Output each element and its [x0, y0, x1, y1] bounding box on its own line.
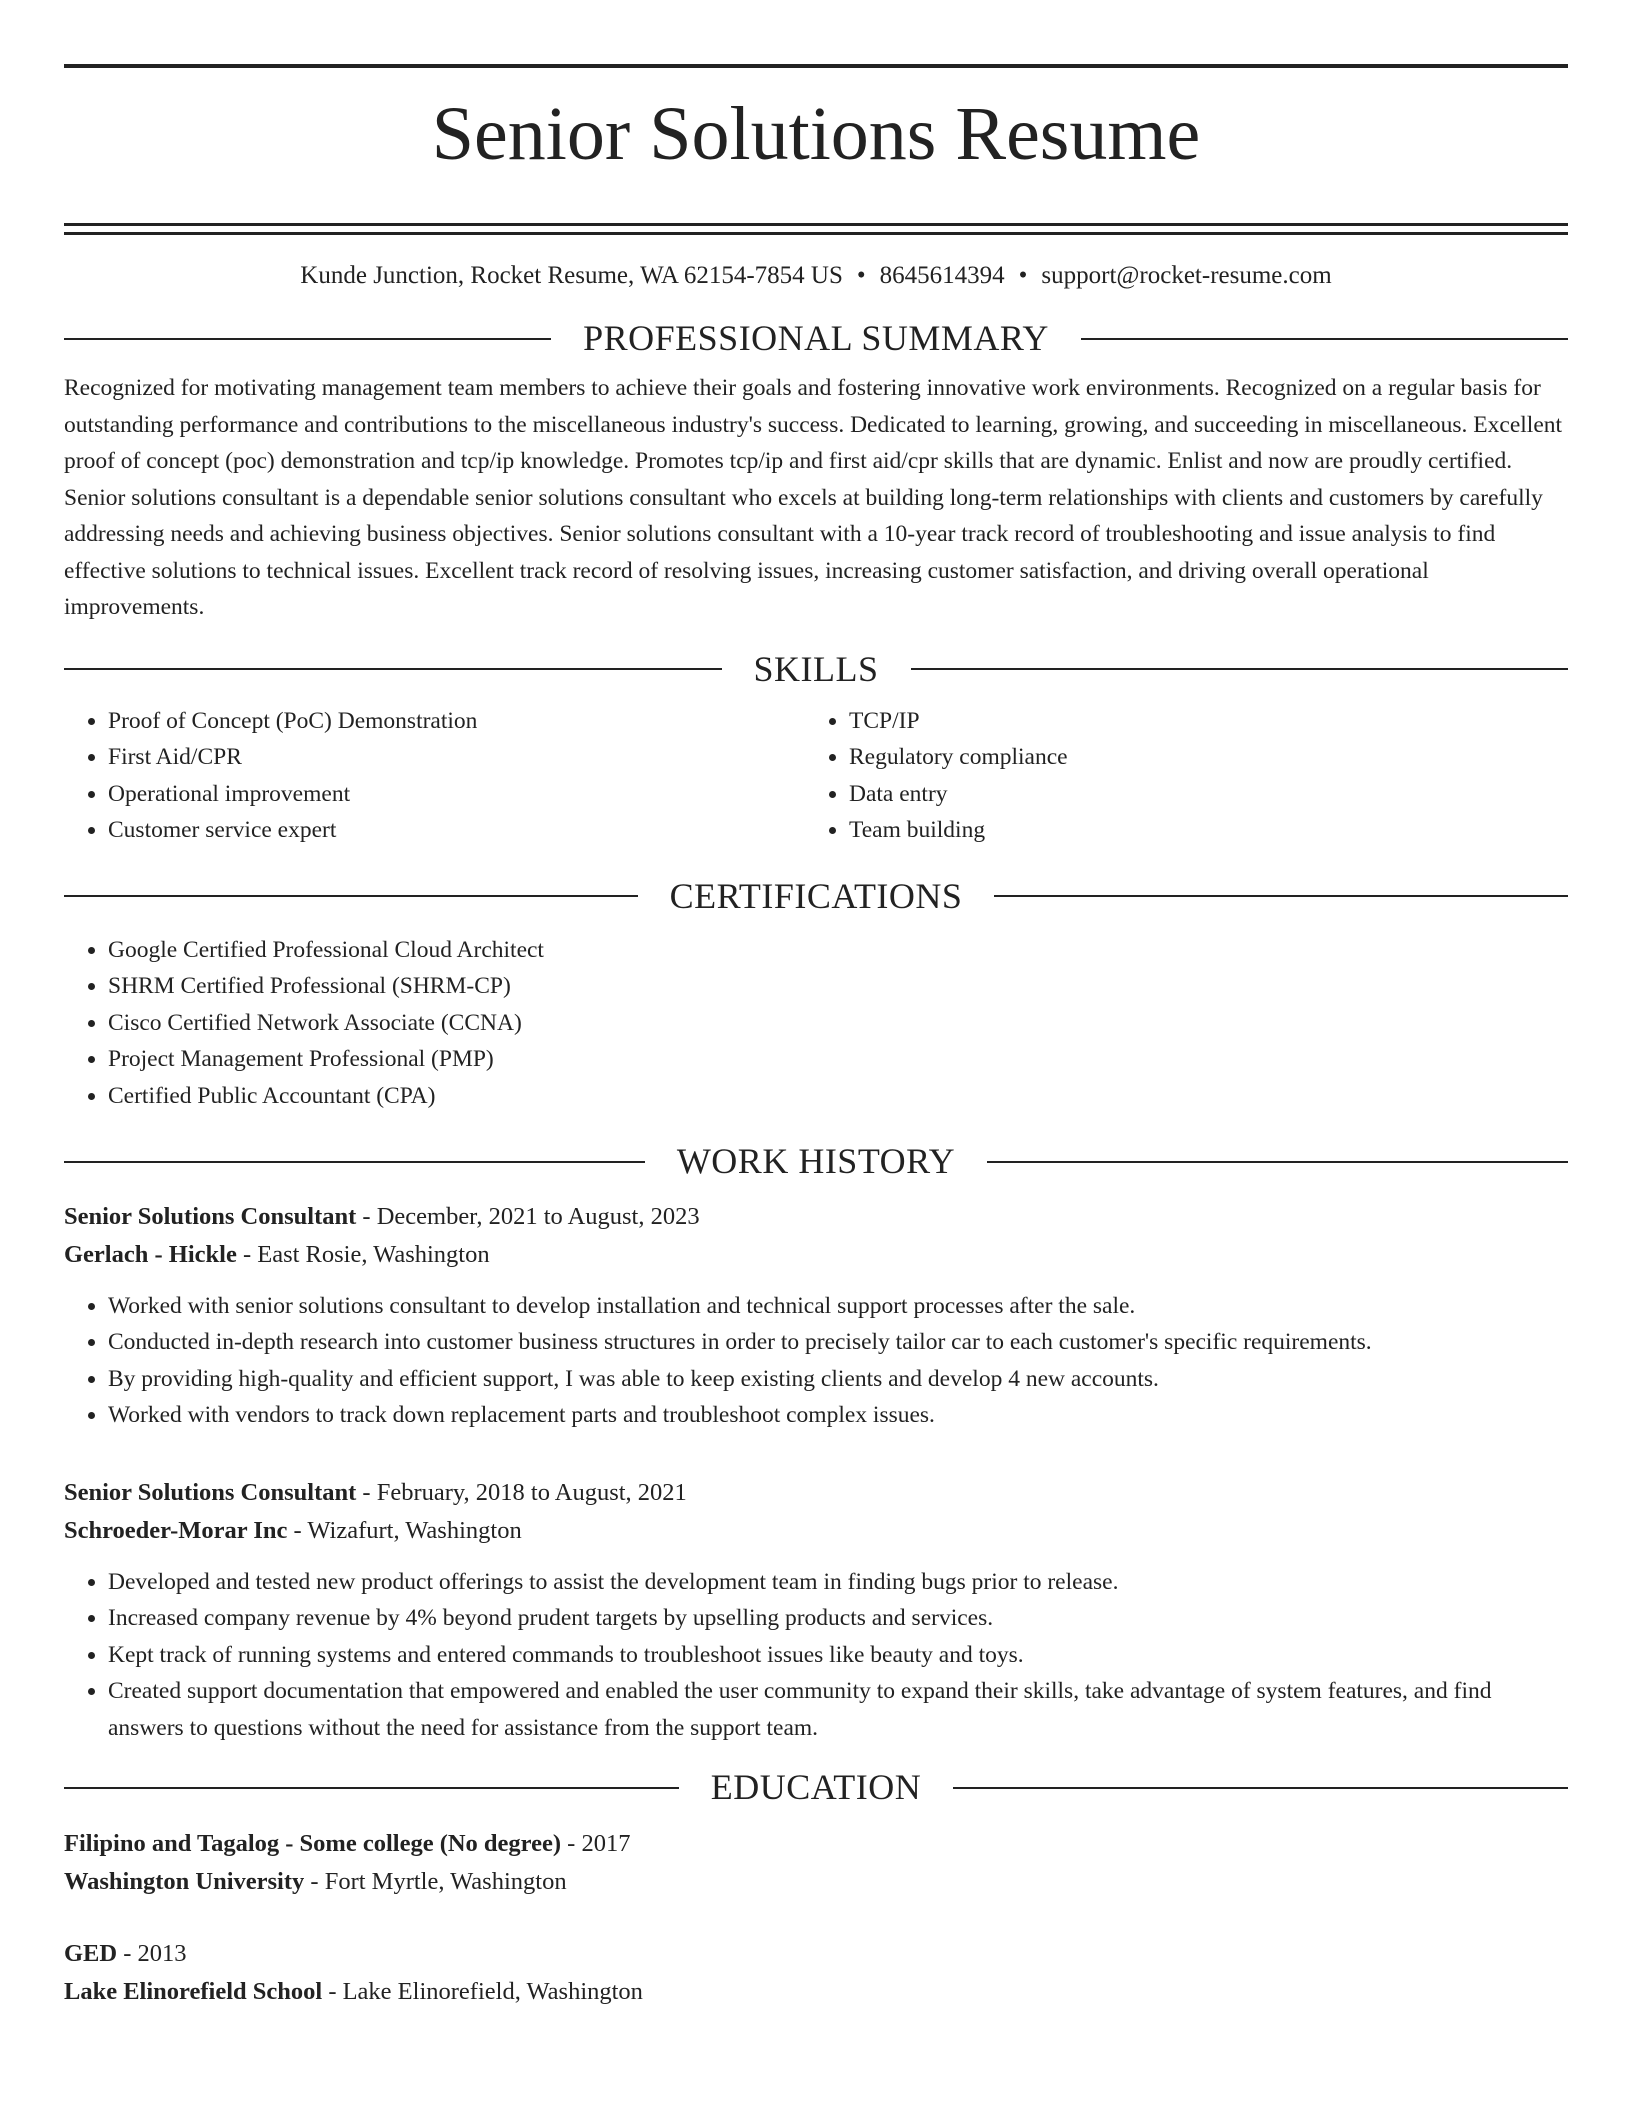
- heading-rule: [1081, 338, 1568, 340]
- job-dates: - February, 2018 to August, 2021: [356, 1478, 687, 1506]
- job-location: - East Rosie, Washington: [236, 1240, 490, 1268]
- skills-column-left: [64, 703, 805, 849]
- header-double-rule-2: [64, 232, 1568, 235]
- resume-page: [64, 64, 1568, 2011]
- heading-rule: [64, 668, 722, 670]
- certification-item: • Certified Public Accountant (CPA): [108, 1078, 1568, 1115]
- education-school: Lake Elinorefield School: [64, 1978, 323, 2006]
- heading-rule: [64, 895, 638, 897]
- skill-item: • Customer service expert: [108, 812, 805, 849]
- skill-item: • Team building: [849, 812, 1568, 849]
- heading-rule: [994, 895, 1568, 897]
- certifications-list: [64, 932, 1568, 1115]
- education-location: - Lake Elinorefield, Washington: [322, 1978, 643, 2006]
- skill-item: • Proof of Concept (PoC) Demonstration: [108, 703, 805, 740]
- heading-rule: [911, 668, 1569, 670]
- job-bullets: [64, 1288, 1568, 1434]
- section-title: EDUCATION: [710, 1767, 922, 1808]
- heading-rule: [953, 1787, 1568, 1789]
- certification-item: • Project Management Professional (PMP): [108, 1041, 1568, 1078]
- header-top-rule: [64, 64, 1568, 68]
- education-degree: GED: [64, 1940, 118, 1968]
- job-bullet: • Increased company revenue by 4% beyond prudent targets by upselling products and services.: [108, 1600, 1568, 1637]
- section-title: PROFESSIONAL SUMMARY: [583, 317, 1049, 358]
- certification-item: • SHRM Certified Professional (SHRM-CP): [108, 968, 1568, 1005]
- section-title: CERTIFICATIONS: [669, 875, 963, 916]
- education-location: - Fort Myrtle, Washington: [304, 1868, 567, 1896]
- education-school: Washington University: [64, 1868, 305, 1896]
- education-year: - 2013: [117, 1940, 187, 1968]
- job-company: Gerlach - Hickle: [64, 1240, 237, 1268]
- section-title: WORK HISTORY: [676, 1141, 956, 1182]
- work-entry: [64, 1198, 1568, 1434]
- summary-text: Recognized for motivating management team members to achieve their goals and fostering innovative work environments. Recognized on a regular basis for outstanding performance and contributions to the miscellaneous industry's success. Dedicated to learning, growing, and succeeding in miscellaneous. Excellent proof of concept (poc) demonstration and tcp/ip knowledge. Promotes tcp/ip and first aid/cpr skills that are dynamic. Enlist and now are proudly certified. Senior solutions consultant is a dependable senior solutions consultant who excels at building long-term relationships with clients and customers by carefully addressing needs and achieving business objectives. Senior solutions consultant with a 10-year track record of troubleshooting and issue analysis to find effective solutions to technical issues. Excellent track record of resolving issues, increasing customer satisfaction, and driving overall operational improvements.: [64, 375, 1563, 621]
- section-heading-work-history: [64, 1140, 1568, 1183]
- job-bullet: • Conducted in-depth research into customer business structures in order to precisely tailor car to each customer's specific requirements.: [108, 1324, 1568, 1361]
- job-title: Senior Solutions Consultant: [64, 1202, 357, 1230]
- education-year: - 2017: [561, 1830, 631, 1858]
- job-title-line: [64, 1474, 1568, 1512]
- section-title: SKILLS: [753, 648, 879, 689]
- education-degree: Filipino and Tagalog - Some college (No degree): [64, 1830, 562, 1858]
- header-double-rule-1: [64, 223, 1568, 226]
- skills-column-right: [805, 703, 1568, 849]
- job-dates: - December, 2021 to August, 2023: [356, 1202, 700, 1230]
- education-school-line: [64, 1973, 1568, 2011]
- job-company-line: [64, 1512, 1568, 1550]
- job-bullet: • Developed and tested new product offerings to assist the development team in finding bugs prior to release.: [108, 1564, 1568, 1601]
- skill-item: • First Aid/CPR: [108, 739, 805, 776]
- job-company: Schroeder-Morar Inc: [64, 1516, 288, 1544]
- education-entry: [64, 1825, 1568, 1901]
- job-bullet: • By providing high-quality and efficient support, I was able to keep existing clients and develop 4 new accounts.: [108, 1361, 1568, 1398]
- education-school-line: [64, 1863, 1568, 1901]
- job-bullet: • Created support documentation that empowered and enabled the user community to expand their skills, take advantage of system features, and find answers to questions without the need for assistance from the support team.: [108, 1673, 1568, 1746]
- contact-email: support@rocket-resume.com: [1041, 261, 1332, 289]
- contact-separator: •: [1018, 261, 1028, 289]
- contact-address: Kunde Junction, Rocket Resume, WA 62154-7854 US: [300, 261, 843, 289]
- skill-item: • Data entry: [849, 776, 1568, 813]
- job-bullet: • Kept track of running systems and entered commands to troubleshoot issues like beauty and toys.: [108, 1637, 1568, 1674]
- contact-phone: 8645614394: [879, 261, 1005, 289]
- section-heading-education: [64, 1766, 1568, 1809]
- contact-line: [64, 261, 1568, 291]
- job-bullets: [64, 1564, 1568, 1747]
- skill-item: • Regulatory compliance: [849, 739, 1568, 776]
- section-heading-certifications: [64, 875, 1568, 918]
- work-entry: [64, 1474, 1568, 1747]
- job-bullet: • Worked with senior solutions consultant to develop installation and technical support processes after the sale.: [108, 1288, 1568, 1325]
- heading-rule: [64, 1161, 645, 1163]
- heading-rule: [987, 1161, 1568, 1163]
- section-heading-summary: [64, 317, 1568, 360]
- job-title: Senior Solutions Consultant: [64, 1478, 357, 1506]
- education-degree-line: [64, 1825, 1568, 1863]
- contact-separator: •: [856, 261, 866, 289]
- heading-rule: [64, 1787, 679, 1789]
- certification-item: • Google Certified Professional Cloud Architect: [108, 932, 1568, 969]
- skills-list: [64, 703, 1568, 849]
- job-title-line: [64, 1198, 1568, 1236]
- job-bullet: • Worked with vendors to track down replacement parts and troubleshoot complex issues.: [108, 1397, 1568, 1434]
- job-company-line: [64, 1236, 1568, 1274]
- page-title: Senior Solutions Resume: [431, 92, 1201, 176]
- certification-item: • Cisco Certified Network Associate (CCNA): [108, 1005, 1568, 1042]
- education-entry: [64, 1935, 1568, 2011]
- heading-rule: [64, 338, 551, 340]
- education-degree-line: [64, 1935, 1568, 1973]
- section-heading-skills: [64, 648, 1568, 691]
- job-location: - Wizafurt, Washington: [287, 1516, 522, 1544]
- skill-item: • TCP/IP: [849, 703, 1568, 740]
- skill-item: • Operational improvement: [108, 776, 805, 813]
